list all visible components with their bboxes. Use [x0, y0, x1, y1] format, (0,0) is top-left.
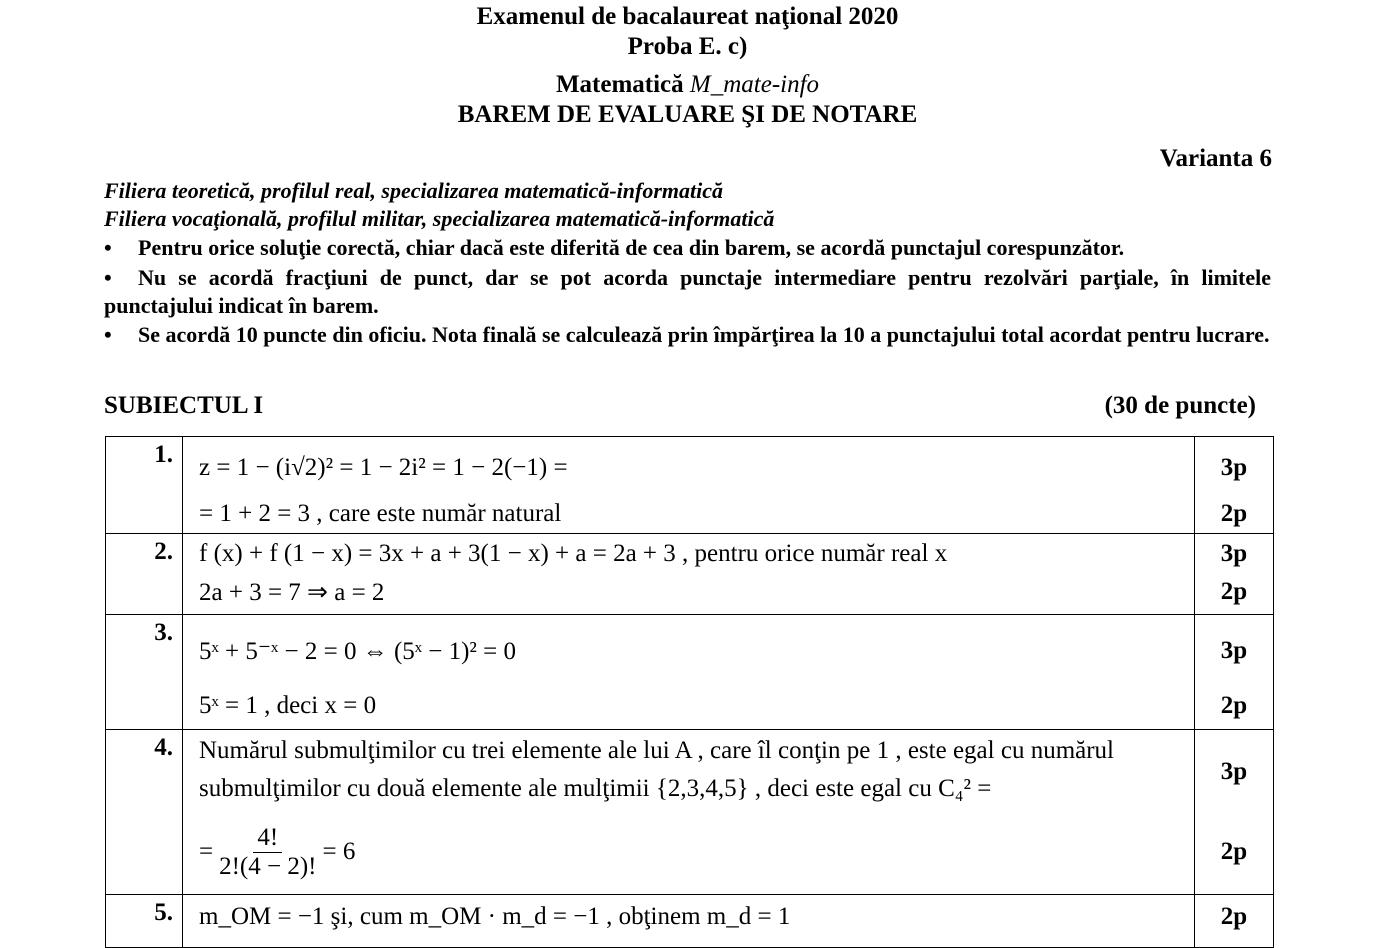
bullet-symbol: • — [104, 322, 112, 347]
solution-line: Numărul submulţimilor cu trei elemente ale lui A , care îl conţin pe 1 , este egal cu numărul submulţimilor cu două elemente ale mulţimii {2,3,4,5} , deci este egal cu C₄² = — [199, 737, 1115, 802]
subject-profile: M_mate-info — [689, 71, 820, 98]
solution-cell — [183, 730, 1195, 895]
points-value: 2p — [1220, 578, 1248, 605]
points-cell — [1195, 534, 1274, 615]
points-cell — [1195, 615, 1274, 730]
points-cell — [1195, 730, 1274, 895]
points-value: 3p — [1220, 540, 1248, 567]
table-row — [106, 534, 1274, 615]
item-number: 4. — [106, 730, 183, 895]
bullet-2 — [104, 264, 1271, 320]
points-value: 2p — [1220, 903, 1248, 930]
solution-cell — [183, 437, 1195, 534]
result: = 6 — [322, 838, 356, 865]
item-number: 1. — [106, 437, 183, 534]
points-value: 3p — [1220, 758, 1248, 785]
points-value: 2p — [1220, 838, 1248, 865]
points-value: 2p — [1220, 692, 1248, 719]
solution-line: 2a + 3 = 7 ⇒ a = 2 — [199, 579, 385, 606]
subject-name: Matematică — [555, 71, 690, 98]
solution-line: f (x) + f (1 − x) = 3x + a + 3(1 − x) + a = 2a + 3 , pentru orice număr real x — [199, 540, 948, 567]
exam-proba: Proba E. c) — [627, 33, 748, 60]
bullet-text: Pentru orice soluţie corectă, chiar dacă este diferită de cea din barem, se acordă punctajul corespunzător. — [138, 235, 1125, 260]
subject-points: (30 de puncte) — [1104, 392, 1256, 419]
solution-line: m_OM = −1 şi, cum m_OM · m_d = −1 , obţinem m_d = 1 — [199, 903, 791, 930]
table-row — [106, 615, 1274, 730]
bullet-1 — [104, 234, 1271, 262]
table-row — [106, 895, 1274, 948]
variant-label: Varianta 6 — [1159, 145, 1272, 172]
bullet-symbol: • — [104, 265, 112, 290]
equals-sign: = — [199, 838, 214, 865]
points-cell — [1195, 895, 1274, 948]
points-value: 2p — [1220, 500, 1248, 527]
solution-cell — [183, 895, 1195, 948]
fraction-numerator: 4! — [253, 824, 282, 853]
exam-subject — [0, 70, 1375, 100]
filiera-2: Filiera vocaţională, profilul militar, specializarea matematică-informatică — [104, 206, 775, 231]
points-cell — [1195, 437, 1274, 534]
fraction-denominator: 2!(4 − 2)! — [219, 852, 317, 880]
solution-cell — [183, 534, 1195, 615]
points-value: 3p — [1220, 454, 1248, 481]
points-value: 3p — [1220, 637, 1248, 664]
solution-line — [199, 814, 1194, 890]
item-number: 5. — [106, 895, 183, 948]
bullet-symbol: • — [104, 235, 112, 260]
barem-table — [105, 436, 1274, 948]
subject-title: SUBIECTUL I — [104, 392, 264, 419]
bullet-text: Se acordă 10 puncte din oficiu. Nota finală se calculează prin împărţirea la 10 a punctajului total acordat pentru lucrare. — [138, 322, 1270, 347]
fraction — [219, 824, 316, 881]
solution-line: 5ˣ + 5⁻ˣ − 2 = 0 ⇔ (5ˣ − 1)² = 0 — [199, 638, 517, 665]
solution-line: 5ˣ = 1 , deci x = 0 — [199, 692, 377, 719]
table-row — [106, 437, 1274, 534]
item-number: 2. — [106, 534, 183, 615]
table-row — [106, 730, 1274, 895]
barem-title: BAREM DE EVALUARE ŞI DE NOTARE — [457, 101, 918, 128]
bullet-3 — [104, 321, 1271, 349]
filiera-1: Filiera teoretică, profilul real, specializarea matematică-informatică — [104, 178, 723, 203]
bullet-text: Nu se acordă fracţiuni de punct, dar se pot acorda punctaje intermediare pentru rezolvări parţiale, în limitele punctajului indicat în barem. — [104, 265, 1271, 318]
solution-line: = 1 + 2 = 3 , care este număr natural — [199, 500, 562, 527]
exam-title: Examenul de bacalaureat naţional 2020 — [476, 3, 899, 30]
item-number: 3. — [106, 615, 183, 730]
solution-cell — [183, 615, 1195, 730]
solution-line: z = 1 − (i√2)² = 1 − 2i² = 1 − 2(−1) = — [199, 454, 568, 481]
